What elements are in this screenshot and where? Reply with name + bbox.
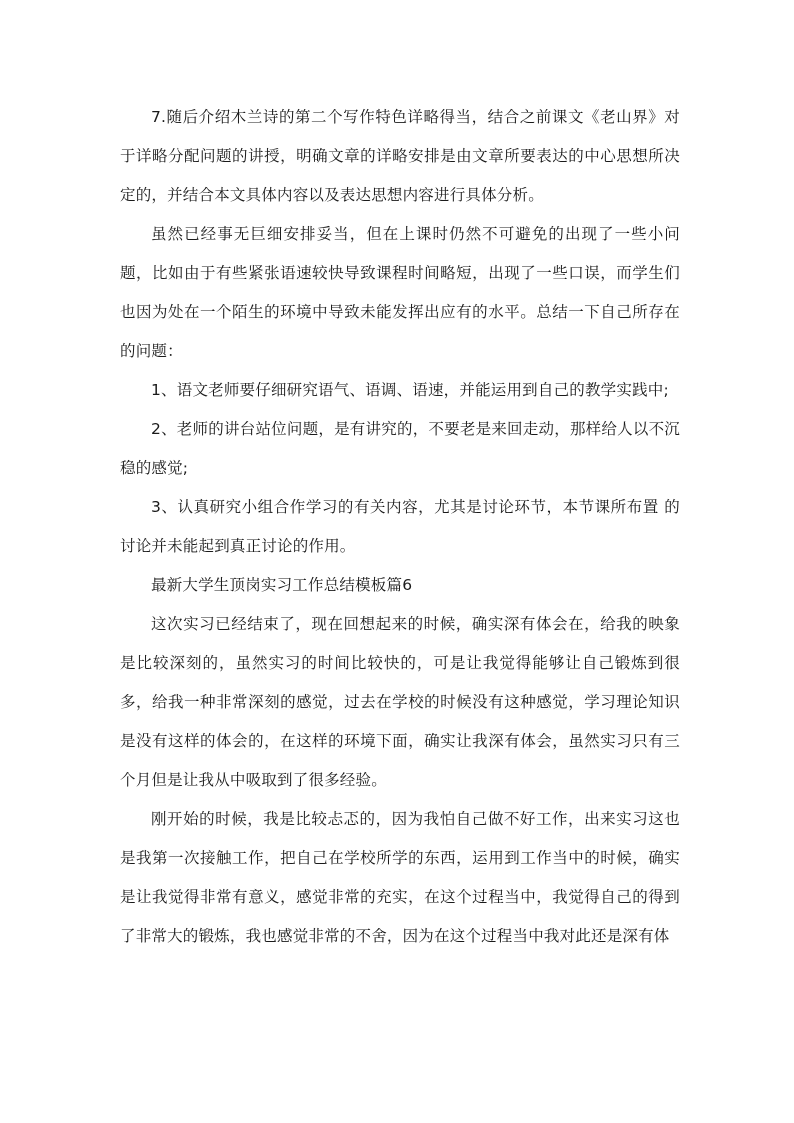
document-page: [120, 98, 680, 956]
paragraph-teaching-point-7: 7.随后介绍木兰诗的第二个写作特色详略得当，结合之前课文《老山界》对于详略分配问题的讲授，明确文章的详略安排是由文章所要表达的中心思想所决定的，并结合本文具体内容以及表达思想内容进行具体分析。: [120, 108, 680, 204]
list-item-problem-1: 1、语文老师要仔细研究语气、语调、语速，并能运用到自己的教学实践中;: [151, 381, 669, 399]
paragraph-class-problems: 虽然已经事无巨细安排妥当，但在上课时仍然不可避免的出现了一些小问题，比如由于有些紧张语速较快导致课程时间略短，出现了一些口误，而学生们也因为处在一个陌生的环境中导致未能发挥出应有的水平。总结一下自己所存在的问题：: [120, 225, 680, 360]
list-item-problem-3: 3、认真研究小组合作学习的有关内容，尤其是讨论环节，本节课所布置 的讨论并未能起到真正讨论的作用。: [120, 498, 680, 555]
paragraph-internship-reflection: 这次实习已经结束了，现在回想起来的时候，确实深有体会在，给我的映象是比较深刻的，虽然实习的时间比较快的，可是让我觉得能够让自己锻炼到很多，给我一种非常深刻的感觉，过去在学校的时候没有这种感觉，学习理论知识是没有这样的体会的，在这样的环境下面，确实让我深有体会，虽然实习只有三个月但是让我从中吸取到了很多经验。: [120, 615, 680, 789]
section-heading: 最新大学生顶岗实习工作总结模板篇6: [151, 576, 413, 594]
paragraph-internship-beginning: 刚开始的时候，我是比较忐忑的，因为我怕自己做不好工作，出来实习这也是我第一次接触工作，把自己在学校所学的东西，运用到工作当中的时候，确实是让我觉得非常有意义，感觉非常的充实，在这个过程当中，我觉得自己的得到了非常大的锻炼，我也感觉非常的不舍，因为在这个过程当中我对此还是深有体: [120, 810, 680, 945]
list-item-problem-2: 2、老师的讲台站位问题，是有讲究的，不要老是来回走动，那样给人以不沉稳的感觉;: [120, 420, 680, 477]
